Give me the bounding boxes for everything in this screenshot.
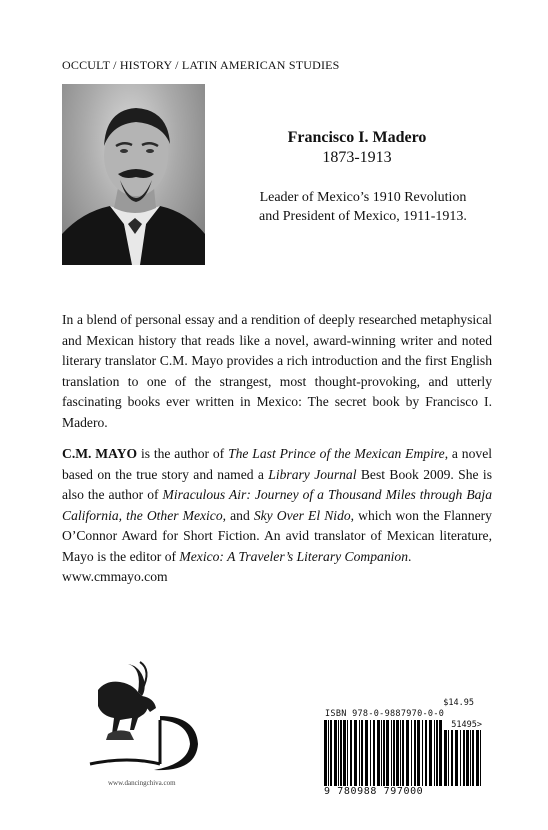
subject-role xyxy=(238,188,488,226)
publisher-url: www.dancingchiva.com xyxy=(108,779,176,787)
bio-text: . xyxy=(408,548,412,564)
ean-barcode-icon xyxy=(324,720,442,786)
book-title: The Last Prince of the Mexican Empire xyxy=(228,446,445,461)
subject-name: Francisco I. Madero xyxy=(287,129,427,146)
portrait-photo xyxy=(62,84,205,265)
subject-heading xyxy=(232,128,482,168)
book-title: Miraculous Air: Journey of a Thousand Miles through Baja California, the Other Mexico xyxy=(62,487,492,523)
barcode-block xyxy=(320,698,488,800)
book-title: Sky Over El Nido xyxy=(253,507,351,523)
ean-number: 9 780988 797000 xyxy=(324,786,424,797)
isbn-label: ISBN 978-0-9887970-0-0 xyxy=(325,709,445,719)
portrait-illustration xyxy=(62,84,205,265)
publisher-logo xyxy=(68,660,228,790)
role-line-2: and President of Mexico, 1911-1913. xyxy=(259,209,467,224)
price-label: $14.95 xyxy=(443,698,474,708)
author-name: C.M. MAYO xyxy=(62,446,138,461)
bio-text: , which won the Flannery O’Connor Award for Short Fiction. An avid translator of Mexican literature, Mayo is the editor of xyxy=(62,507,492,564)
bio-text: Best Book 2009. She is also the author of xyxy=(62,466,492,502)
book-blurb: In a blend of personal essay and a rendition of deeply researched metaphysical and Mexican history that reads like a novel, award-winning writer and noted literary translator C.M. Mayo provides a rich introduction and the first English translation to one of the strangest, most thought-provoking, and utterly fascinating books ever written in Mexico: The secret book by Francisco I. Madero. xyxy=(62,312,492,430)
author-website: www.cmmayo.com xyxy=(62,569,168,584)
role-line-1: Leader of Mexico’s 1910 Revolution xyxy=(259,190,467,205)
price-barcode-icon xyxy=(444,730,484,786)
journal-title: Library Journal xyxy=(268,466,357,482)
bio-text: is the author of xyxy=(137,446,229,461)
subject-years: 1873-1913 xyxy=(322,149,392,166)
price-code-label: 51495> xyxy=(451,720,482,730)
category-line: OCCULT / HISTORY / LATIN AMERICAN STUDIES xyxy=(62,58,340,72)
ibex-logo-icon xyxy=(68,660,228,780)
author-bio xyxy=(62,444,492,588)
bio-text: , a novel based on the true story and named a xyxy=(62,446,493,482)
book-title: Mexico: A Traveler’s Literary Companion xyxy=(179,548,408,564)
bio-text: , and xyxy=(222,507,254,523)
